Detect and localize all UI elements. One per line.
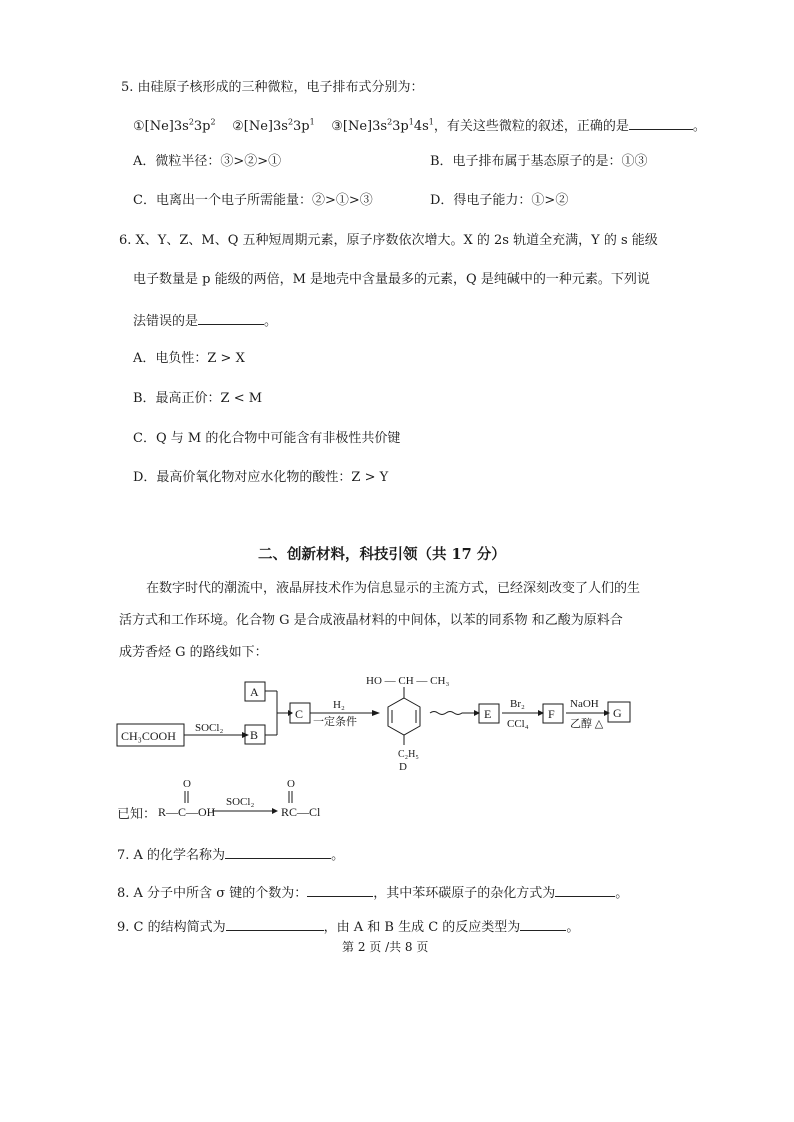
q7 <box>117 846 344 864</box>
q9-answer-blank-2[interactable] <box>520 918 566 931</box>
config-1-base: [Ne]3s <box>144 119 189 134</box>
q6-option-a: A．电负性：Z > X <box>133 351 245 366</box>
q8-answer-blank-2[interactable] <box>555 884 615 897</box>
config-3-num: ③ <box>331 119 343 134</box>
q8-mid: ，其中苯环碳原子的杂化方式为 <box>373 886 556 901</box>
q8 <box>117 884 628 902</box>
label-a: A <box>250 685 259 699</box>
q6-option-b: B．最高正价：Z < M <box>133 391 263 406</box>
q9 <box>117 918 579 936</box>
known-o-right: O <box>287 778 295 790</box>
known-o-left: O <box>183 778 191 790</box>
config-3-xe: 1 <box>428 117 434 127</box>
d-ethyl: C₂H₅ <box>398 749 419 760</box>
label-g: G <box>613 706 622 720</box>
label-c: C <box>295 707 304 721</box>
start-label: CH₃COOH <box>121 729 176 743</box>
config-2-p: 3p <box>293 119 310 134</box>
q6-option-d: D．最高价氧化物对应水化物的酸性：Z > Y <box>133 470 389 485</box>
q6-end: 。 <box>264 314 278 329</box>
q5-option-b: B．电子排布属于基态原子的是：①③ <box>430 154 648 169</box>
reagent-socl2: SOCl₂ <box>195 722 224 734</box>
page-footer: 第 2 页 /共 8 页 <box>342 940 429 954</box>
config-1-num: ① <box>133 119 145 134</box>
config-2-num: ② <box>232 119 244 134</box>
section2-intro-2: 活方式和工作环境。化合物 G 是合成液晶材料的中间体，以苯的同系物 和乙酸为原料合 <box>119 613 623 628</box>
config-3-pe: 1 <box>408 117 414 127</box>
reagent-ethanol: 乙醇 △ <box>570 718 604 730</box>
q5-stem: 5. 由硅原子核形成的三种微粒，电子排布式分别为： <box>121 80 424 95</box>
q7-answer-blank[interactable] <box>225 846 331 859</box>
reagent-br2: Br₂ <box>510 698 525 710</box>
section2-title: 二、创新材料，科技引领（共 17 分） <box>258 546 506 563</box>
benzene-ring <box>388 698 420 735</box>
d-label: D <box>399 761 407 773</box>
q8-text: 8. A 分子中所含 σ 键的个数为： <box>117 886 308 901</box>
config-3-base: [Ne]3s <box>342 119 388 134</box>
reagent-h2: H₂ <box>333 699 345 711</box>
q9-mid: ，由 A 和 B 生成 C 的反应类型为 <box>323 920 521 935</box>
config-1-p: 3p <box>193 119 211 134</box>
q7-text: 7. A 的化学名称为 <box>117 848 226 863</box>
known-left: R—C—OH <box>158 805 216 819</box>
config-2-pe: 1 <box>309 117 315 127</box>
reagent-condition: 一定条件 <box>313 716 357 728</box>
config-3-s: 2 <box>387 117 393 127</box>
known-right: RC—Cl <box>281 805 321 819</box>
q9-text: 9. C 的结构简式为 <box>117 920 226 935</box>
label-b: B <box>250 728 259 742</box>
label-e: E <box>484 707 492 721</box>
label-f: F <box>548 707 555 721</box>
q6-line3-text: 法错误的是 <box>133 314 199 329</box>
q5-option-d: D．得电子能力：①>② <box>430 193 569 208</box>
config-3-extra: 4s <box>413 119 429 134</box>
config-1-s: 2 <box>188 117 194 127</box>
q8-answer-blank-1[interactable] <box>307 884 373 897</box>
section2-intro-1: 在数字时代的潮流中，液晶屏技术作为信息显示的主流方式，已经深刻改变了人们的生 <box>146 581 641 596</box>
config-2-s: 2 <box>287 117 294 127</box>
section2-intro-3: 成芳香烃 G 的路线如下： <box>119 645 268 660</box>
q6-option-c: C．Q 与 M 的化合物中可能含有非极性共价键 <box>133 431 401 446</box>
config-1-pe: 2 <box>210 117 216 127</box>
config-2-base: [Ne]3s <box>243 119 288 134</box>
q9-end: 。 <box>566 920 580 935</box>
q6-line1: 6. X、Y、Z、M、Q 五种短周期元素，原子序数依次增大。X 的 2s 轨道全充满，Y 的 s 能级 <box>119 233 658 248</box>
q8-end: 。 <box>615 886 629 901</box>
q9-answer-blank-1[interactable] <box>226 918 324 931</box>
q5-option-c: C．电离出一个电子所需能量：②>①>③ <box>133 193 373 208</box>
known-label: 已知： <box>117 806 157 821</box>
reagent-ccl4: CCl₄ <box>507 718 529 730</box>
config-3-p: 3p <box>392 119 409 134</box>
q5-end: 。 <box>692 119 706 134</box>
q5-tail: ，有关这些微粒的叙述，正确的是 <box>433 119 629 134</box>
q7-end: 。 <box>331 848 345 863</box>
known-reagent: SOCl₂ <box>226 796 255 808</box>
q6-line2: 电子数量是 p 能级的两倍，M 是地壳中含量最多的元素，Q 是纯碱中的一种元素。下列说 <box>133 272 650 287</box>
reagent-naoh: NaOH <box>570 698 599 710</box>
q5-option-a: A．微粒半径：③>②>① <box>133 154 282 169</box>
d-top-chain: HO — CH — CH₃ <box>366 675 450 687</box>
